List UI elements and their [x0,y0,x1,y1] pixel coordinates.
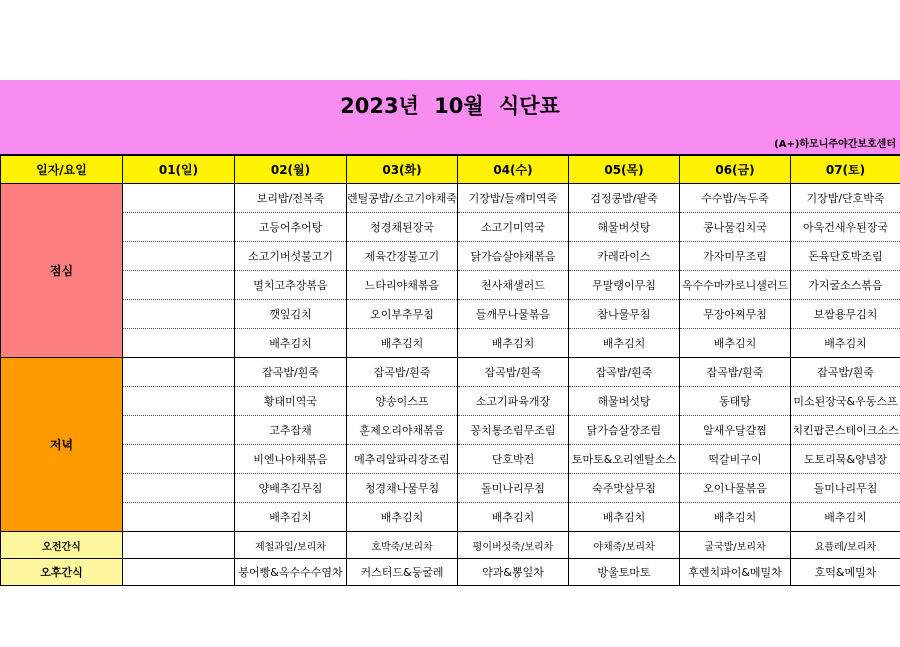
header-row [1,155,900,184]
dinner-row [1,358,900,387]
menu-cell: 닭가슴살장조림 [569,416,680,445]
menu-cell: 기장밥/들깨미역죽 [458,184,569,213]
menu-cell: 배추김치 [569,503,680,532]
snack-cell: 제철과일/보리차 [235,532,347,559]
menu-cell: 오이나물볶음 [680,474,791,503]
snack-cell [123,559,235,586]
pm-snack-row [1,559,900,586]
lunch-row [1,213,900,242]
lunch-row [1,271,900,300]
dinner-row [1,503,900,532]
menu-cell [123,213,235,242]
menu-table [0,154,900,586]
snack-cell: 붕어빵&옥수수수염차 [235,559,347,586]
day-header: 01(일) [123,155,235,184]
menu-cell: 배추김치 [680,503,791,532]
snack-cell: 야채죽/보리차 [569,532,680,559]
dinner-row [1,416,900,445]
day-header: 07(토) [791,155,900,184]
menu-cell: 알새우달걀찜 [680,416,791,445]
menu-cell: 배추김치 [791,503,900,532]
menu-cell: 잡곡밥/흰죽 [235,358,347,387]
title-band [0,80,900,154]
menu-cell: 해물버섯탕 [569,213,680,242]
menu-cell: 소고기버섯불고기 [235,242,347,271]
snack-cell: 후렌치파이&메밀차 [680,559,791,586]
menu-cell: 잡곡밥/흰죽 [569,358,680,387]
menu-cell: 청경채나물무침 [347,474,458,503]
center-name: (A+)하모니주야간보호센터 [774,139,896,150]
menu-cell: 토마토&오리엔탈소스 [569,445,680,474]
menu-cell: 보쌈용무김치 [791,300,900,329]
menu-cell: 미소된장국&우동스프 [791,387,900,416]
menu-cell: 치킨팝콘스테이크소스 [791,416,900,445]
am-snack-row [1,532,900,559]
lunch-label: 점심 [1,184,123,358]
menu-cell: 기장밥/단호박죽 [791,184,900,213]
menu-cell: 숙주맛살무침 [569,474,680,503]
menu-cell: 배추김치 [458,503,569,532]
menu-cell: 훈제오리야채볶음 [347,416,458,445]
menu-cell: 콩나물김치국 [680,213,791,242]
menu-cell: 돌미나리무침 [458,474,569,503]
menu-cell: 오이부추무침 [347,300,458,329]
menu-sheet [0,80,900,586]
menu-cell: 해물버섯탕 [569,387,680,416]
snack-cell: 약과&뽕잎차 [458,559,569,586]
snack-cell: 요플레/보리차 [791,532,900,559]
menu-cell: 고등어추어탕 [235,213,347,242]
menu-cell [123,329,235,358]
snack-cell: 굴국밥/보리차 [680,532,791,559]
menu-cell: 돈육단호박조림 [791,242,900,271]
lunch-row [1,184,900,213]
menu-cell: 무장아찌무침 [680,300,791,329]
menu-cell: 고추잡채 [235,416,347,445]
lunch-row [1,329,900,358]
menu-cell: 들깨무나물볶음 [458,300,569,329]
menu-cell [123,416,235,445]
dinner-row [1,387,900,416]
menu-cell: 멸치고추장볶음 [235,271,347,300]
am-snack-label: 오전간식 [1,532,123,559]
snack-cell: 커스터드&둥굴레 [347,559,458,586]
menu-cell: 배추김치 [235,503,347,532]
menu-cell: 도토리묵&양념장 [791,445,900,474]
day-header: 02(월) [235,155,347,184]
menu-cell: 황태미역국 [235,387,347,416]
snack-cell: 평이버섯죽/보리차 [458,532,569,559]
menu-cell: 배추김치 [347,329,458,358]
menu-cell [123,300,235,329]
menu-cell: 배추김치 [458,329,569,358]
menu-cell: 돌미나리무침 [791,474,900,503]
menu-cell: 카레라이스 [569,242,680,271]
menu-cell: 깻잎김치 [235,300,347,329]
menu-cell: 참나물무침 [569,300,680,329]
menu-cell [123,184,235,213]
menu-cell: 배추김치 [347,503,458,532]
dinner-row [1,474,900,503]
snack-cell [123,532,235,559]
snack-cell: 방울토마토 [569,559,680,586]
menu-cell: 무말랭이무침 [569,271,680,300]
menu-cell: 천사채샐러드 [458,271,569,300]
menu-cell: 청경채된장국 [347,213,458,242]
day-header: 05(목) [569,155,680,184]
day-header: 04(수) [458,155,569,184]
menu-cell: 가지굴소스볶음 [791,271,900,300]
menu-cell: 꽁치통조림무조림 [458,416,569,445]
lunch-row [1,242,900,271]
menu-cell [123,358,235,387]
dinner-label: 저녁 [1,358,123,532]
menu-cell: 소고기파육개장 [458,387,569,416]
menu-cell: 배추김치 [680,329,791,358]
date-day-header: 일자/요일 [1,155,123,184]
snack-cell: 호박죽/보리차 [347,532,458,559]
menu-cell: 비엔나야채볶음 [235,445,347,474]
menu-cell: 아욱건새우된장국 [791,213,900,242]
menu-cell [123,445,235,474]
pm-snack-label: 오후간식 [1,559,123,586]
menu-cell: 단호박전 [458,445,569,474]
menu-cell: 양배추김무침 [235,474,347,503]
menu-cell: 잡곡밥/흰죽 [680,358,791,387]
menu-cell: 잡곡밥/흰죽 [791,358,900,387]
menu-cell: 잡곡밥/흰죽 [347,358,458,387]
menu-cell [123,242,235,271]
menu-cell: 옥수수마카로니샐러드 [680,271,791,300]
menu-cell: 동태탕 [680,387,791,416]
menu-cell: 검정콩밥/팥죽 [569,184,680,213]
menu-cell: 떡갈비구이 [680,445,791,474]
day-header: 03(화) [347,155,458,184]
menu-cell: 양송이스프 [347,387,458,416]
day-header: 06(금) [680,155,791,184]
menu-cell [123,503,235,532]
menu-cell: 메추리알파리장조림 [347,445,458,474]
menu-cell: 보리밥/전복죽 [235,184,347,213]
menu-cell: 배추김치 [235,329,347,358]
menu-cell [123,474,235,503]
menu-cell: 렌틸콩밥/소고기야채죽 [347,184,458,213]
lunch-row [1,300,900,329]
dinner-row [1,445,900,474]
menu-cell: 잡곡밥/흰죽 [458,358,569,387]
menu-cell: 느타리야채볶음 [347,271,458,300]
menu-cell: 수수밥/녹두죽 [680,184,791,213]
menu-cell: 소고기미역국 [458,213,569,242]
menu-cell: 닭가슴살야채볶음 [458,242,569,271]
page-title: 2023년 10월 식단표 [340,94,560,118]
menu-cell [123,387,235,416]
menu-cell: 가자미무조림 [680,242,791,271]
menu-cell: 배추김치 [791,329,900,358]
snack-cell: 호떡&메밀차 [791,559,900,586]
menu-cell: 배추김치 [569,329,680,358]
menu-cell: 제육간장불고기 [347,242,458,271]
menu-cell [123,271,235,300]
